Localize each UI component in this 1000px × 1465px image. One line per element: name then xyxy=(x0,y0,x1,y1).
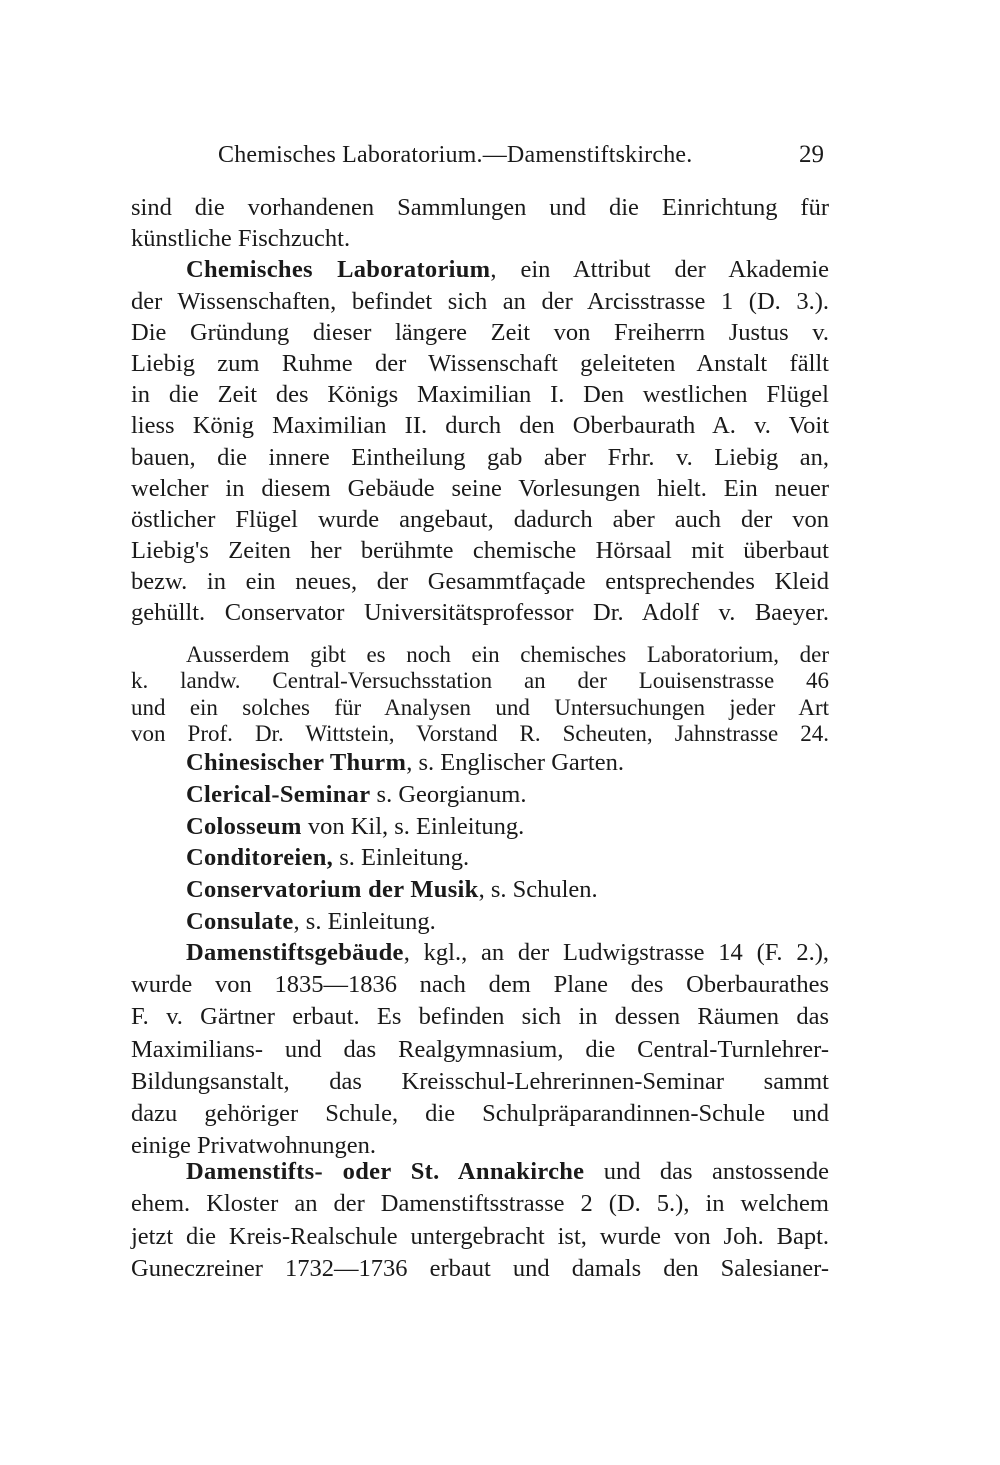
text-line: der Wissenschaften, befindet sich an der Arcisstrasse 1 (D. 3.). xyxy=(131,287,829,315)
paragraph-chemisches-laboratorium xyxy=(131,192,829,629)
text-line: künstliche Fischzucht. xyxy=(131,225,351,253)
entry-headword: Chinesischer Thurm xyxy=(186,749,407,776)
entry-headword: Consulate xyxy=(186,907,294,935)
paragraph-annakirche xyxy=(131,1156,829,1285)
short-entries xyxy=(131,747,829,938)
text-line: jetzt die Kreis-Realschule untergebracht ist, wurde von Joh. Bapt. xyxy=(131,1222,829,1250)
text-line: wurde von 1835—1836 nach dem Plane des Oberbaurathes xyxy=(131,971,829,999)
entry-line: Conservatorium der Musik, s. Schulen. xyxy=(186,876,598,904)
entry-line: Conditoreien, s. Einleitung. xyxy=(186,844,470,872)
running-header xyxy=(218,137,824,173)
text-line: Bildungsanstalt, das Kreisschul-Lehrerinnen-Seminar sammt xyxy=(131,1067,829,1095)
running-header-title: Chemisches Laboratorium.—Damenstiftskirche. xyxy=(218,142,693,168)
entry-headword: Clerical-Seminar xyxy=(186,780,371,808)
entry-headword: Damenstiftsgebäude xyxy=(186,939,404,966)
text-line: Ausserdem gibt es noch ein chemisches Laboratorium, der xyxy=(186,642,829,667)
entry-headword: Damenstifts- oder St. Annakirche xyxy=(186,1158,585,1185)
paragraph-ausserdem xyxy=(131,642,829,748)
entry-headword: Chemisches Laboratorium xyxy=(186,256,491,284)
text-line: einige Privatwohnungen. xyxy=(131,1132,376,1160)
text-line: Maximilians- und das Realgymnasium, die Central-Turnlehrer- xyxy=(131,1035,829,1063)
text-line: k. landw. Central-Versuchsstation an der Louisenstrasse 46 xyxy=(131,668,829,694)
text-line: Liebig zum Ruhme der Wissenschaft geleiteten Anstalt fällt xyxy=(131,349,829,377)
paragraph-damenstiftsgebaeude xyxy=(131,937,829,1162)
text-line: und ein solches für Analysen und Untersuchungen jeder Art xyxy=(131,694,829,720)
entry-line: Damenstifts- oder St. Annakirche und das anstossende xyxy=(186,1158,829,1185)
entry-headword: Colosseum xyxy=(186,812,302,840)
text-line: bezw. in ein neues, der Gesammtfaçade entsprechendes Kleid xyxy=(131,568,829,596)
text-line: ehem. Kloster an der Damenstiftsstrasse 2 (D. 5.), in welchem xyxy=(131,1190,829,1218)
text-line: bauen, die innere Eintheilung gab aber Frhr. v. Liebig an, xyxy=(131,443,829,471)
entry-line: Chinesischer Thurm, s. Englischer Garten. xyxy=(186,749,624,776)
text-line: Liebig's Zeiten her berühmte chemische Hörsaal mit überbaut xyxy=(131,537,829,565)
entry-headword: Conditoreien, xyxy=(186,844,334,872)
text-line: gehüllt. Conservator Universitätsprofessor Dr. Adolf v. Baeyer. xyxy=(131,599,829,627)
entry-headword: Conservatorium der Musik xyxy=(186,876,479,904)
entry-line: Chemisches Laboratorium, ein Attribut der Akademie xyxy=(186,256,830,284)
entry-line: Consulate, s. Einleitung. xyxy=(186,907,436,935)
text-line: sind die vorhandenen Sammlungen und die Einrichtung für xyxy=(131,194,829,221)
text-line: F. v. Gärtner erbaut. Es befinden sich in dessen Räumen das xyxy=(131,1003,829,1031)
text-line: in die Zeit des Königs Maximilian I. Den westlichen Flügel xyxy=(131,381,829,409)
text-line: liess König Maximilian II. durch den Oberbaurath A. v. Voit xyxy=(131,412,829,440)
entry-line: Clerical-Seminar s. Georgianum. xyxy=(186,780,527,808)
page-number: 29 xyxy=(799,141,824,168)
text-line: welcher in diesem Gebäude seine Vorlesungen hielt. Ein neuer xyxy=(131,474,829,502)
text-line: Guneczreiner 1732—1736 erbaut und damals den Salesianer- xyxy=(131,1254,829,1282)
entry-line: Damenstiftsgebäude, kgl., an der Ludwigstrasse 14 (F. 2.), xyxy=(186,939,829,966)
text-line: von Prof. Dr. Wittstein, Vorstand R. Scheuten, Jahnstrasse 24. xyxy=(131,721,829,747)
text-line: Die Gründung dieser längere Zeit von Freiherrn Justus v. xyxy=(131,318,829,346)
entry-line: Colosseum von Kil, s. Einleitung. xyxy=(186,812,525,840)
text-line: östlicher Flügel wurde angebaut, dadurch aber auch der von xyxy=(131,505,829,533)
text-line: dazu gehöriger Schule, die Schulpräparandinnen-Schule und xyxy=(131,1099,829,1127)
